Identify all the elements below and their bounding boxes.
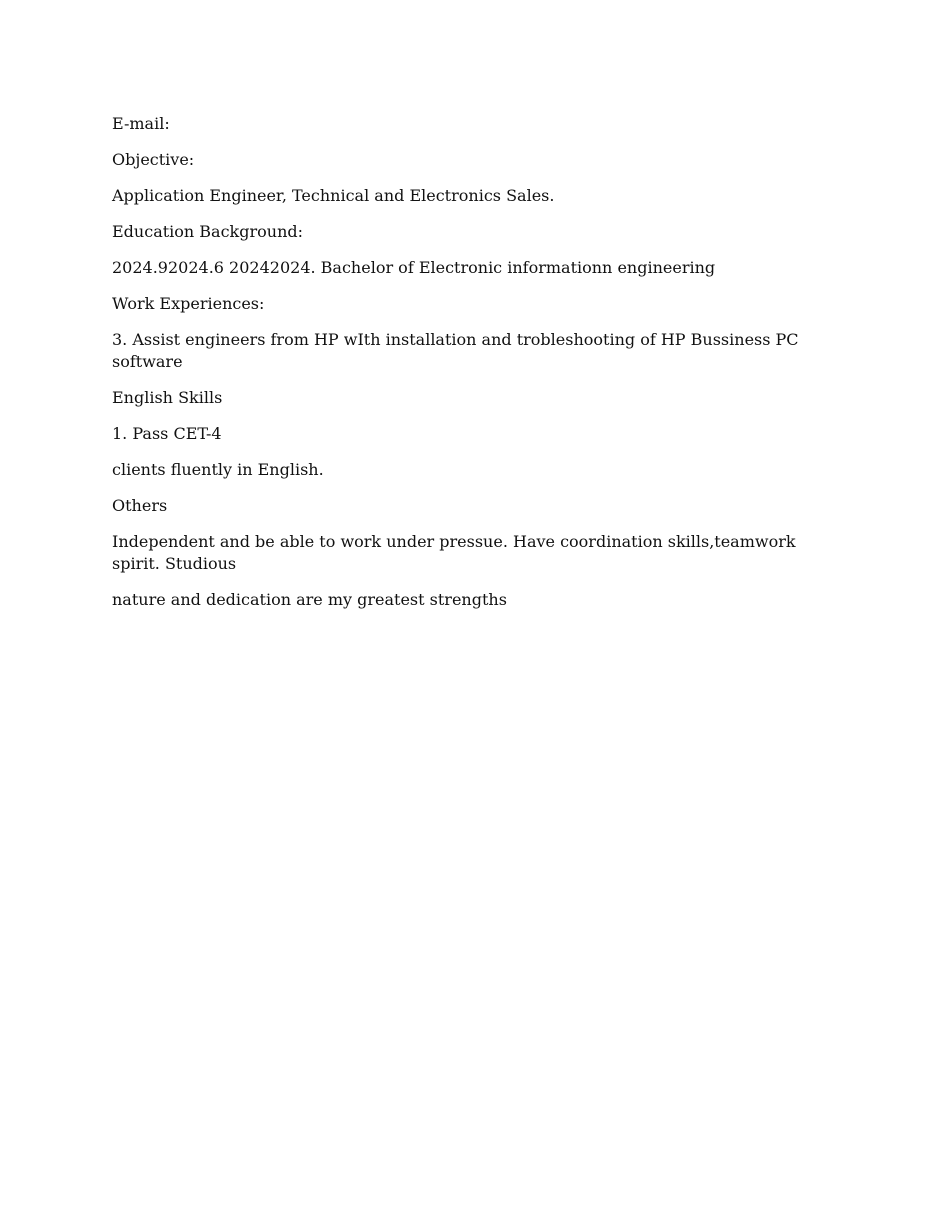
objective-text: Application Engineer, Technical and Electronics Sales. [112, 186, 555, 205]
education-heading: Education Background: [112, 222, 304, 241]
english-skills-heading: English Skills [112, 388, 223, 407]
objective-heading: Objective: [112, 150, 195, 169]
email-label: E-mail: [112, 114, 170, 133]
work-experience-heading: Work Experiences: [112, 294, 265, 313]
english-skills-text: clients fluently in English. [112, 460, 324, 479]
others-text: Independent and be able to work under pressue. Have coordination skills,teamwork spirit. Studious [112, 532, 796, 573]
others-heading: Others [112, 496, 168, 515]
education-text: 2024.92024.6 20242024. Bachelor of Electronic informationn engineering [112, 258, 716, 277]
document-body [112, 113, 842, 625]
english-skills-item: 1. Pass CET-4 [112, 424, 222, 443]
others-text-continued: nature and dedication are my greatest strengths [112, 590, 507, 609]
work-experience-item: 3. Assist engineers from HP wIth installation and trobleshooting of HP Bussiness PC software [112, 330, 799, 371]
